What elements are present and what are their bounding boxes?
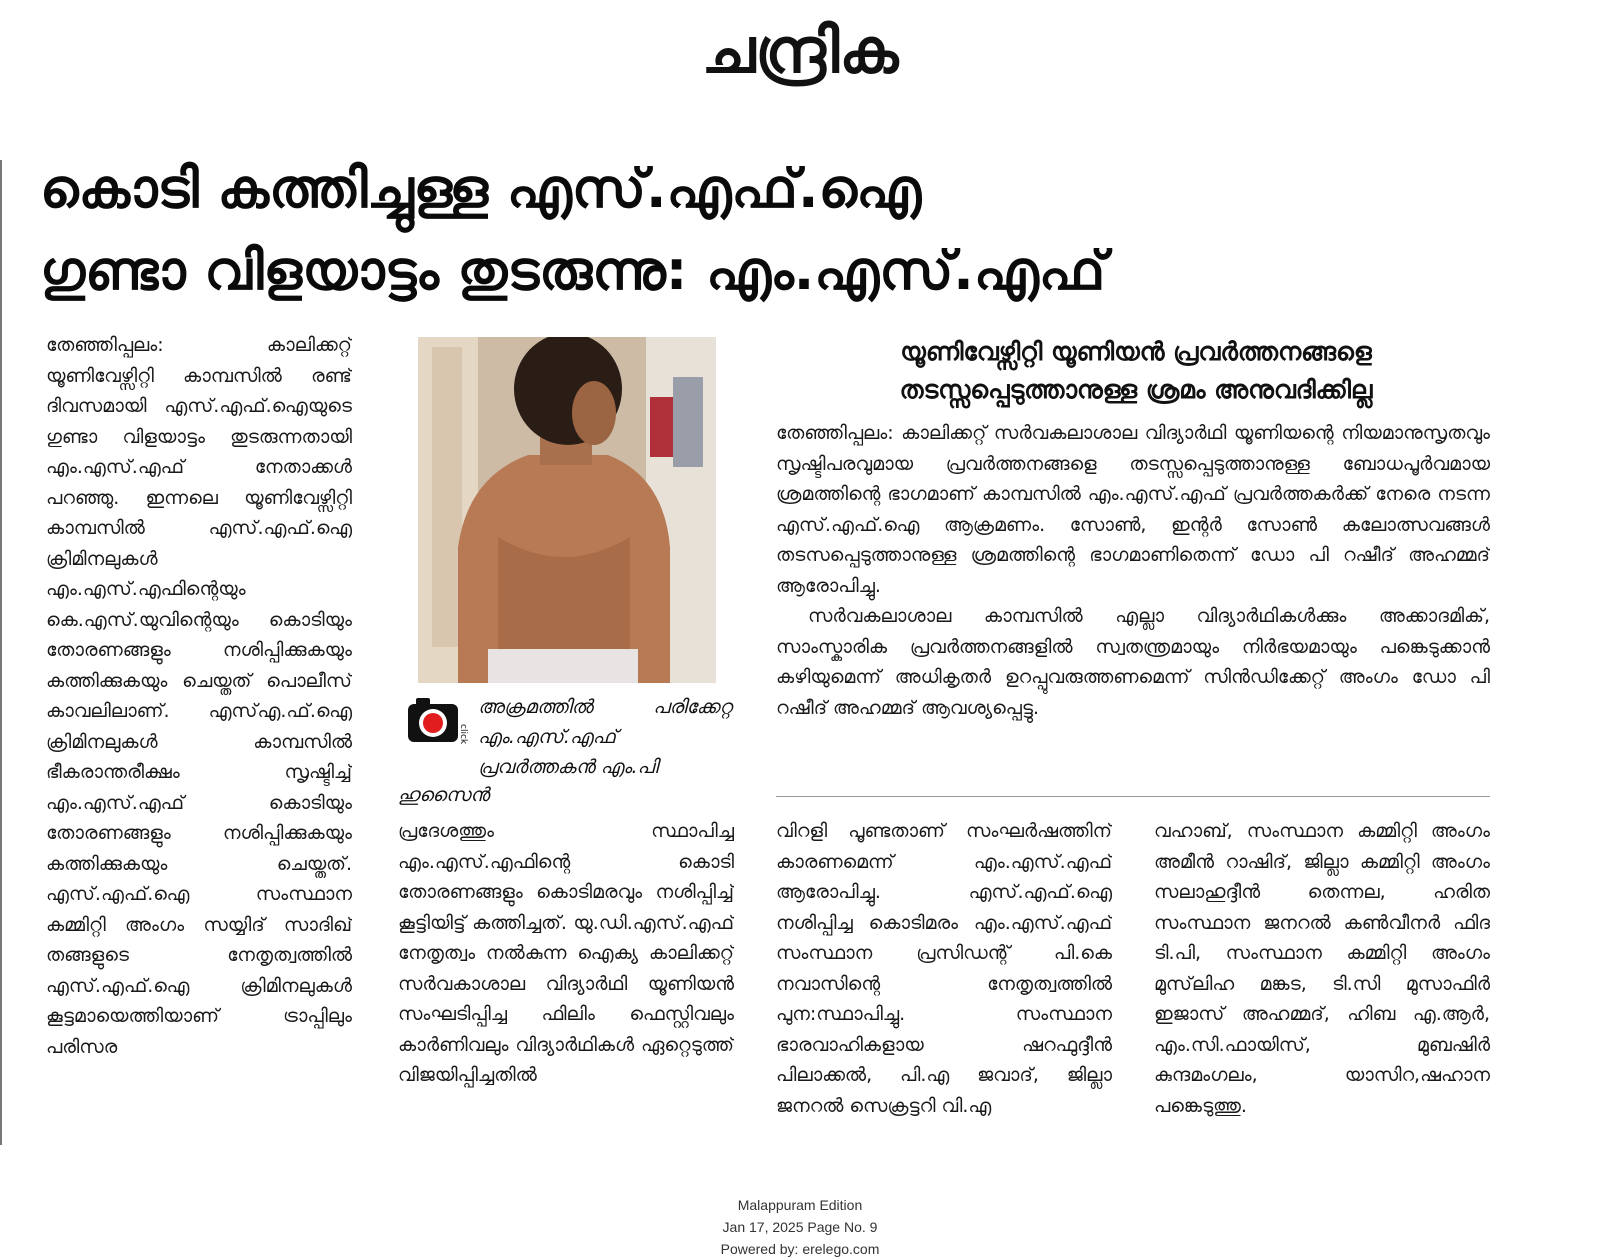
left-column-rule — [0, 160, 2, 1145]
news-photo — [418, 337, 716, 683]
side-story-subhead-line-1: യൂണിവേഴ്സിറ്റി യൂണിയൻ പ്രവർത്തനങ്ങളെ — [900, 337, 1372, 366]
main-story-column-1: തേഞ്ഞിപ്പലം: കാലിക്കറ്റ് യൂണിവേഴ്സിറ്റി കാമ്പസിൽ രണ്ട് ദിവസമായി എസ്.എഫ്.ഐയുടെ ഗുണ്ടാ വിളയാട്ടം തുടരുന്നതായി എം.എസ്.എഫ് നേതാക്കൾ പറഞ്ഞു. ഇന്നലെ യൂണിവേഴ്സിറ്റി കാമ്പസിൽ എസ്.എഫ്.ഐ ക്രിമിനലുകൾ എം.എസ്.എഫിന്റെയും കെ.എസ്.യുവിന്റെയും കൊടിയും തോരണങ്ങളും നശിപ്പിക്കുകയും കത്തിക്കുകയും ചെയ്തത് പൊലീസ് കാവലിലാണ്. എസ്എ.ഫ്.ഐ ക്രിമിനലുകൾ കാമ്പസിൽ ഭീകരാന്തരീക്ഷം സൃഷ്ടിച്ച് എം.എസ്.എഫ് കൊടിയും തോരണങ്ങളും നശിപ്പിക്കുകയും കത്തിക്കുകയും ചെയ്തത്. എസ്.എഫ്.ഐ സംസ്ഥാന കമ്മിറ്റി അംഗം സയ്യിദ് സാദിഖ് തങ്ങളുടെ നേതൃത്വത്തിൽ എസ്.എഫ്.ഐ ക്രിമിനലുകൾ കൂട്ടമായെത്തിയാണ് ട്രാപ്പിലും പരിസര — [46, 334, 352, 1058]
footer-powered-by: Powered by: erelego.com — [720, 1241, 880, 1257]
photo-caption-tail: ഹുസൈൻ — [398, 784, 490, 806]
side-story-subhead-line-2: തടസ്സപ്പെടുത്താനുള്ള ശ്രമം അനുവദിക്കില്ല — [899, 375, 1373, 404]
main-story-column-3: വിറളി പൂണ്ടതാണ് സംഘർഷത്തിന് കാരണമെന്ന് എം.എസ്.എഫ് ആരോപിച്ചു. എസ്.എഫ്.ഐ നശിപ്പിച്ച കൊടിമരം എം.എസ്.എഫ് സംസ്ഥാന പ്രസിഡന്റ് പി.കെ നവാസിന്റെ നേതൃത്വത്തിൽ പുന:സ്ഥാപിച്ചു. സംസ്ഥാന ഭാരവാഹികളായ ഷറഫുദ്ദീൻ പിലാക്കൽ, പി.എ ജവാദ്, ജില്ലാ ജനറൽ സെക്രട്ടറി വി.എ — [776, 820, 1112, 1117]
main-story-column-2: പ്രദേശത്തും സ്ഥാപിച്ച എം.എസ്.എഫിന്റെ കൊടി തോരണങ്ങളും കൊടിമരവും നശിപ്പിച്ച് കൂട്ടിയിട്ട് കത്തിച്ചത്. യു.ഡി.എസ്.എഫ് നേതൃത്വം നൽകുന്ന ഐക്യ കാലിക്കറ്റ് സർവകാശാല വിദ്യാർഥി യൂണിയൻ സംഘടിപ്പിച്ച ഫിലിം ഫെസ്റ്റിവലും കാർണിവലും വിദ്യാർഥികൾ ഏറ്റെടുത്ത് വിജയിപ്പിച്ചതിൽ — [398, 820, 734, 1086]
footer-edition: Malappuram Edition — [737, 1197, 863, 1213]
footer-date-page: Jan 17, 2025 Page No. 9 — [722, 1219, 878, 1235]
headline — [40, 148, 1560, 312]
main-story-column-4: വഹാബ്, സംസ്ഥാന കമ്മിറ്റി അംഗം അമീൻ റാഷിദ്, ജില്ലാ കമ്മിറ്റി അംഗം സലാഹുദ്ദീൻ തെന്നല, ഹരിത സംസ്ഥാന ജനറൽ കൺവീനർ ഫിദ ടി.പി, സംസ്ഥാന കമ്മിറ്റി അംഗം മുസ്‌ലിഹ മങ്കട, ടി.സി മുസാഫിർ ഇജാസ് അഹമ്മദ്, ഹിബ എ.ആർ, എം.സി.ഫായിസ്, മുബഷിർ കുന്ദമംഗലം, യാസിറ,ഷഹാന പങ്കെടുത്തു. — [1154, 820, 1490, 1117]
side-story-body — [776, 418, 1490, 790]
side-story-paragraph-1: തേഞ്ഞിപ്പലം: കാലിക്കറ്റ് സർവകലാശാല വിദ്യാർഥി യൂണിയന്റെ നിയമാനുസൃതവും സൃഷ്ടിപരവുമായ പ്രവർത്തനങ്ങളെ തടസ്സപ്പെടുത്താനുള്ള ബോധപൂർവമായ ശ്രമത്തിന്റെ ഭാഗമാണ് കാമ്പസിൽ എം.എസ്.എഫ് പ്രവർത്തകർക്ക് നേരെ നടന്ന എസ്.എഫ്.ഐ ആക്രമണം. സോൺ, ഇന്റർ സോൺ കലോത്സവങ്ങൾ തടസപ്പെടുത്താനുള്ള ശ്രമത്തിന്റെ ഭാഗമാണിതെന്ന് ഡോ പി റഷീദ് അഹമ്മദ് ആരോപിച്ചു. — [776, 422, 1490, 597]
injured-person-back-image — [418, 337, 716, 683]
headline-line-1: കൊടി കത്തിച്ചുള്ള എസ്.എഫ്.ഐ — [40, 157, 922, 220]
camera-icon-label: click — [458, 724, 468, 745]
headline-line-2: ഗുണ്ടാ വിളയാട്ടം തുടരുന്നു: എം.എസ്.എഫ് — [40, 239, 1106, 302]
side-story-paragraph-2: സർവകലാശാല കാമ്പസിൽ എല്ലാ വിദ്യാർഥികൾക്കും അക്കാദമിക്, സാംസ്കാരിക പ്രവർത്തനങ്ങളിൽ സ്വതന്ത്രമായും നിർഭയമായും പങ്കെടുക്കാൻ കഴിയുമെന്ന് അധികൃതർ ഉറപ്പുവരുത്തണമെന്ന് സിൻഡിക്കേറ്റ് അംഗം ഡോ പി റഷീദ് അഹമ്മദ് ആവശ്യപ്പെട്ടു. — [776, 605, 1490, 719]
page-footer — [0, 1194, 1600, 1260]
section-divider — [776, 796, 1490, 797]
masthead-title: ചന്ദ്രിക — [701, 14, 899, 87]
camera-icon — [406, 694, 468, 746]
photo-caption: അക്രമത്തിൽ പരിക്കേറ്റ എം.എസ്.എഫ് പ്രവർത്തകൻ എം.പി — [478, 696, 732, 778]
side-story-subhead — [776, 333, 1496, 409]
